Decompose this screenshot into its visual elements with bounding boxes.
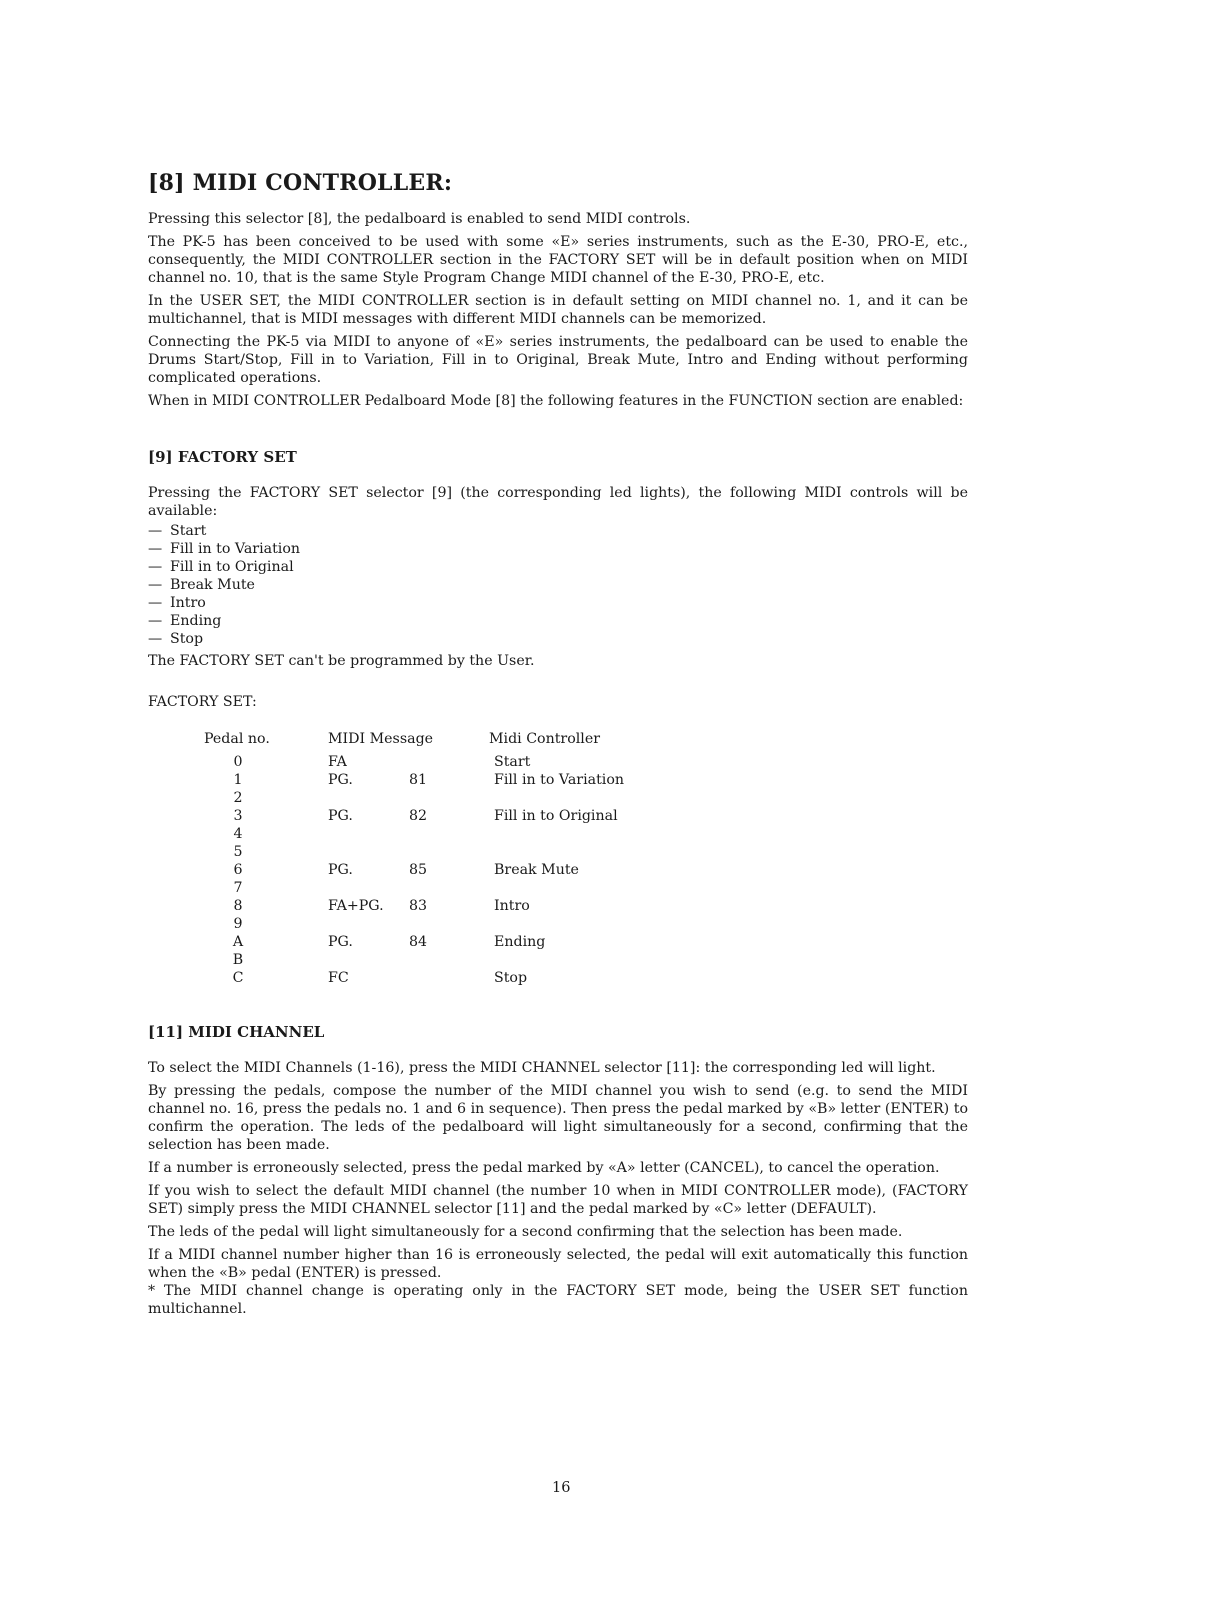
midi-channel-paragraph-3: If a number is erroneously selected, press the pedal marked by «A» letter (CANCEL), to cancel the operation. xyxy=(148,1160,940,1176)
list-item xyxy=(148,612,968,630)
midi-channel-paragraph-1: To select the MIDI Channels (1-16), press the MIDI CHANNEL selector [11]: the corresponding led will light. xyxy=(148,1060,936,1076)
cell-message: PG. xyxy=(328,862,353,878)
intro-section xyxy=(148,210,968,415)
cell-message: PG. xyxy=(328,934,353,950)
dash-mark: — xyxy=(148,595,163,611)
cell-controller: Start xyxy=(494,754,531,770)
midi-channel-paragraph-6: If a MIDI channel number higher than 16 is erroneously selected, the pedal will exit automatically this function when the «B» pedal (ENTER) is pressed. xyxy=(148,1247,968,1281)
factory-set-section xyxy=(148,448,968,675)
document-page xyxy=(148,0,968,1598)
list-item-text: Start xyxy=(170,523,207,539)
cell-pedal: 8 xyxy=(233,898,243,914)
header-pedal-no: Pedal no. xyxy=(204,731,270,747)
list-item-text: Fill in to Variation xyxy=(170,541,301,557)
list-item xyxy=(148,594,968,612)
cell-controller: Break Mute xyxy=(494,862,579,878)
dash-mark: — xyxy=(148,577,163,593)
dash-mark: — xyxy=(148,541,163,557)
cell-pedal: 6 xyxy=(233,862,243,878)
cell-pedal: 2 xyxy=(233,790,243,806)
factory-set-table xyxy=(148,730,968,1000)
dash-mark: — xyxy=(148,613,163,629)
header-midi-controller: Midi Controller xyxy=(489,731,601,747)
intro-paragraph-5: When in MIDI CONTROLLER Pedalboard Mode [8] the following features in the FUNCTION section are enabled: xyxy=(148,393,964,409)
list-item xyxy=(148,576,968,594)
list-item xyxy=(148,558,968,576)
cell-program-number: 85 xyxy=(409,862,428,878)
cell-program-number: 83 xyxy=(409,898,428,914)
cell-pedal: 5 xyxy=(233,844,243,860)
intro-paragraph-4: Connecting the PK-5 via MIDI to anyone of «E» series instruments, the pedalboard can be used to enable the Drums Start/Stop, Fill in to Variation, Fill in to Original, Break Mute, Intro and Ending without performing complicated operations. xyxy=(148,334,968,386)
list-item xyxy=(148,540,968,558)
midi-channel-paragraph-5: The leds of the pedal will light simultaneously for a second confirming that the selection has been made. xyxy=(148,1224,903,1240)
header-midi-message: MIDI Message xyxy=(328,731,434,747)
dash-mark: — xyxy=(148,559,163,575)
cell-controller: Ending xyxy=(494,934,546,950)
list-item-text: Break Mute xyxy=(170,577,255,593)
cell-controller: Fill in to Original xyxy=(494,808,618,824)
cell-pedal: 7 xyxy=(233,880,243,896)
cell-message: FA xyxy=(328,754,347,770)
cell-pedal: 9 xyxy=(233,916,243,932)
cell-controller: Fill in to Variation xyxy=(494,772,625,788)
midi-channel-heading: [11] MIDI CHANNEL xyxy=(148,1023,325,1041)
list-item-text: Stop xyxy=(170,631,204,647)
factory-set-note: The FACTORY SET can't be programmed by the User. xyxy=(148,653,535,669)
list-item-text: Fill in to Original xyxy=(170,559,294,575)
midi-channel-paragraph-4: If you wish to select the default MIDI channel (the number 10 when in MIDI CONTROLLER mode), (FACTORY SET) simply press the MIDI CHANNEL selector [11] and the pedal marked by «C» letter (DEFAULT). xyxy=(148,1183,968,1217)
cell-controller: Intro xyxy=(494,898,530,914)
midi-channel-section xyxy=(148,1023,968,1323)
intro-paragraph-1: Pressing this selector [8], the pedalboard is enabled to send MIDI controls. xyxy=(148,211,691,227)
cell-pedal: A xyxy=(232,934,244,950)
cell-message: FC xyxy=(328,970,349,986)
intro-paragraph-2: The PK-5 has been conceived to be used with some «E» series instruments, such as the E-30, PRO-E, etc., consequently, the MIDI CONTROLLER section in the FACTORY SET will be in default position when on MIDI channel no. 10, that is the same Style Program Change MIDI channel of the E-30, PRO-E, etc. xyxy=(148,234,968,286)
cell-message: PG. xyxy=(328,772,353,788)
cell-program-number: 84 xyxy=(409,934,428,950)
page-heading: [8] MIDI CONTROLLER: xyxy=(148,170,453,196)
dash-mark: — xyxy=(148,523,163,539)
factory-table-label: FACTORY SET: xyxy=(148,694,257,710)
cell-pedal: 3 xyxy=(233,808,243,824)
cell-pedal: 0 xyxy=(233,754,243,770)
factory-table-label-block xyxy=(148,693,968,716)
midi-channel-footnote: * The MIDI channel change is operating only in the FACTORY SET mode, being the USER SET function multichannel. xyxy=(148,1283,968,1317)
page-number: 16 xyxy=(552,1480,571,1496)
dash-mark: — xyxy=(148,631,163,647)
cell-pedal: B xyxy=(232,952,244,968)
cell-program-number: 81 xyxy=(409,772,428,788)
list-item-text: Ending xyxy=(170,613,222,629)
list-item xyxy=(148,522,968,540)
midi-channel-paragraph-2: By pressing the pedals, compose the number of the MIDI channel you wish to send (e.g. to send the MIDI channel no. 16, press the pedals no. 1 and 6 in sequence). Then press the pedal marked by «B» letter (ENTER) to confirm the operation. The leds of the pedalboard will light simultaneously for a second, confirming that the selection has been made. xyxy=(148,1083,968,1153)
cell-pedal: C xyxy=(232,970,244,986)
cell-message: PG. xyxy=(328,808,353,824)
intro-paragraph-3: In the USER SET, the MIDI CONTROLLER section is in default setting on MIDI channel no. 1, and it can be multichannel, that is MIDI messages with different MIDI channels can be memorized. xyxy=(148,293,968,327)
factory-set-heading: [9] FACTORY SET xyxy=(148,448,297,466)
factory-controls-list xyxy=(148,522,968,648)
cell-pedal: 1 xyxy=(233,772,243,788)
cell-program-number: 82 xyxy=(409,808,428,824)
list-item xyxy=(148,630,968,648)
list-item-text: Intro xyxy=(170,595,206,611)
factory-set-intro: Pressing the FACTORY SET selector [9] (the corresponding led lights), the following MIDI controls will be available: xyxy=(148,485,968,519)
cell-controller: Stop xyxy=(494,970,528,986)
cell-message: FA+PG. xyxy=(328,898,384,914)
cell-pedal: 4 xyxy=(233,826,243,842)
